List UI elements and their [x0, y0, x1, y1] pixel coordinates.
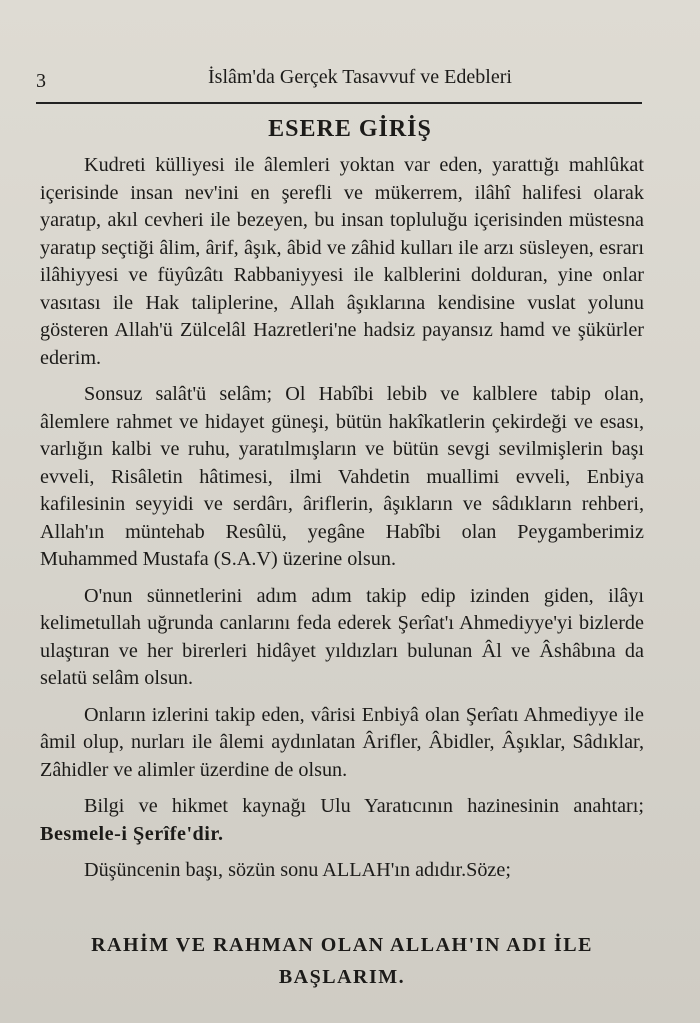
paragraph-5 [40, 793, 644, 848]
page-header [36, 58, 642, 104]
paragraph-1: Kudreti külliyesi ile âlemleri yoktan var eden, yarattığı mahlûkat içerisinde insan nev'ini en şerefli ve mükerrem, ilâhî halifesi olarak yaratıp, akıl cevheri ile bezeyen, bu insan topluluğu içerisinden müstesna yaratıp seçtiği âlim, ârif, âşık, âbid ve zâhid kulları ile arzı süsleyen, esrarı ilâhiyyesi ve füyûzâtı Rabbaniyyesi ile kalblerini dolduran, yine onlar vasıtası ile Hak taliplerine, Allah âşıklarına kendisine vuslat yolunu gösteren Allah'ü Zülcelâl Hazretleri'ne hadsiz payansız hamd ve şükürler ederim. [40, 154, 644, 369]
paragraph-2: Sonsuz salât'ü selâm; Ol Habîbi lebib ve kalblere tabip olan, âlemlere rahmet ve hidayet güneşi, bütün hakîkatlerin çekirdeği ve esası, varlığın kalbi ve ruhu, yaratılmışların ve bütün sevgi sevilmişlerin başı evveli, Risâletin hâtimesi, ilmi Vahdetin muallimi evveli, Enbiya kafilesinin seyyidi ve serdârı, âriflerin, âşıkların ve sâdıkların rehberi, Allah'ın müntehab Resûlü, yegâne Habîbi olan Peygamberimiz Muhammed Mustafa (S.A.V) üzerine olsun. [40, 383, 644, 570]
closing-line-2: BAŞLARIM. [278, 966, 406, 988]
paragraph-4: Onların izlerini takip eden, vârisi Enbiyâ olan Şerîatı Ahmediyye ile âmil olup, nurları ile âlemi aydınlatan Ârifler, Âbidler, Âşıklar, Sâdıklar, Zâhidler ve alimler üzerdine de olsun. [40, 703, 644, 781]
chapter-title: ESERE GİRİŞ [268, 116, 432, 142]
bilgi-text: Bilgi ve hikmet kaynağı Ulu Yaratıcının hazinesinin anahtarı; [84, 795, 644, 817]
running-title: İslâm'da Gerçek Tasavvuf ve Edebleri [208, 66, 512, 88]
page-number: 3 [36, 70, 46, 92]
closing-line-1: RAHİM VE RAHMAN OLAN ALLAH'IN ADI İLE [91, 934, 593, 956]
closing-invocation [40, 930, 644, 992]
paragraph-6: Düşüncenin başı, sözün sonu ALLAH'ın adıdır.Söze; [84, 859, 511, 881]
header-rule [36, 102, 642, 104]
paragraph-3: O'nun sünnetlerini adım adım takip edip izinden giden, ilâyı kelimetullah uğrunda canlarını feda ederek Şerîat'ı Ahmediyye'yi bizlerde ulaştıran ve her birerleri hidâyet yıldızları bulunan Âl ve Âshâbına da selatü selâm olsun. [40, 584, 644, 689]
besmele-text: Besmele-i Şerîfe'dir. [40, 822, 224, 845]
body-text [40, 152, 644, 894]
